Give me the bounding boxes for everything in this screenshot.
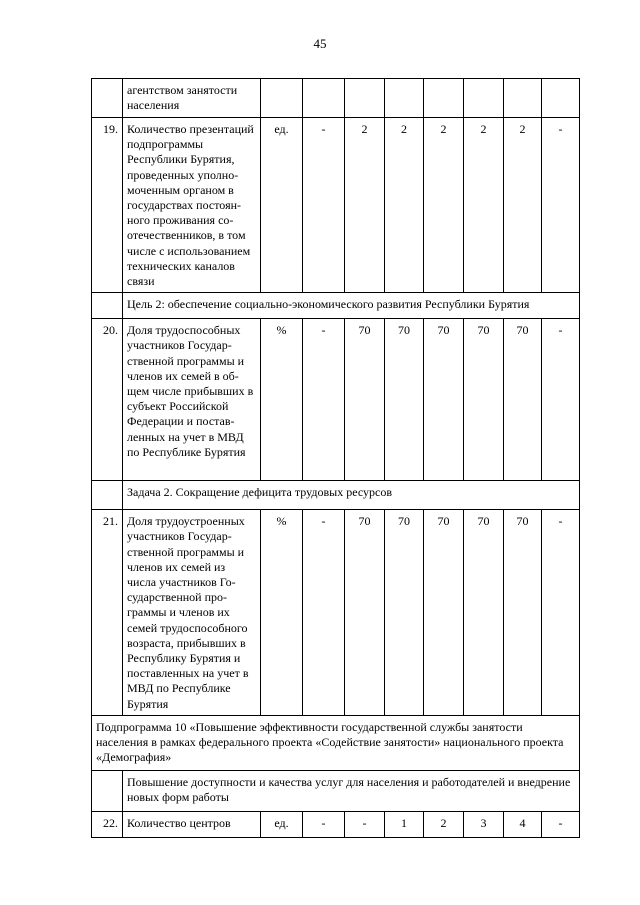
value-cell: 70 [464, 319, 504, 481]
value-cell: - [303, 319, 345, 481]
row-number: 22. [92, 811, 123, 837]
subprogram-heading: Подпрограмма 10 «Повышение эффективности государственной службы занятости населения в рамках федерального проекта «Содействие занятости» национального проекта «Демография» [92, 715, 580, 770]
table-row [92, 79, 580, 118]
value-cell: - [345, 811, 385, 837]
table-row [92, 293, 580, 319]
value-cell: 2 [424, 118, 464, 293]
value-cell: - [303, 811, 345, 837]
value-cell [303, 79, 345, 118]
section-heading: Повышение доступности и качества услуг для населения и работодателей и внедрение новых форм работы [123, 770, 580, 811]
row-number-cell [92, 79, 123, 118]
table-row [92, 118, 580, 293]
unit-cell: ед. [261, 811, 303, 837]
row-number-cell [92, 770, 123, 811]
value-cell: 2 [385, 118, 424, 293]
value-cell [345, 79, 385, 118]
value-cell: - [303, 510, 345, 716]
value-cell: 70 [345, 510, 385, 716]
goal-heading: Цель 2: обеспечение социально-экономического развития Республики Бурятия [123, 293, 580, 319]
table-row [92, 715, 580, 770]
row-number-cell [92, 293, 123, 319]
value-cell: 70 [385, 319, 424, 481]
value-cell [424, 79, 464, 118]
value-cell: 70 [424, 510, 464, 716]
value-cell: 2 [424, 811, 464, 837]
unit-cell: % [261, 319, 303, 481]
value-cell: 70 [345, 319, 385, 481]
indicator-description: Доля трудоспособных участников Государственной программы и членов их семей в общем числе прибывших в субъект Российской Федерации и поставленных на учет в МВД по Республике Бурятия [123, 319, 261, 481]
value-cell: 70 [464, 510, 504, 716]
value-cell: 1 [385, 811, 424, 837]
value-cell: 70 [504, 319, 542, 481]
value-cell: - [542, 319, 580, 481]
indicator-description: Доля трудоустроенных участников Государственной программы и членов их семей из числа участников Государственной программы и членов их семей трудоспособного возраста, прибывших в Республику Бурятия и поставленных на учет в МВД по Республике Бурятия [123, 510, 261, 716]
value-cell: - [542, 118, 580, 293]
value-cell [504, 79, 542, 118]
value-cell: - [542, 510, 580, 716]
row-number: 20. [92, 319, 123, 481]
table-row [92, 510, 580, 716]
task-heading: Задача 2. Сокращение дефицита трудовых ресурсов [123, 481, 580, 510]
unit-cell: ед. [261, 118, 303, 293]
indicator-description: Количество центров [123, 811, 261, 837]
indicator-description: агентством занятости населения [123, 79, 261, 118]
value-cell: 70 [385, 510, 424, 716]
value-cell: 2 [345, 118, 385, 293]
value-cell: 70 [504, 510, 542, 716]
value-cell: 2 [464, 118, 504, 293]
row-number: 19. [92, 118, 123, 293]
table-row [92, 770, 580, 811]
table-row [92, 481, 580, 510]
value-cell: 4 [504, 811, 542, 837]
value-cell: 3 [464, 811, 504, 837]
indicator-description: Количество презентаций подпрограммы Республики Бурятия, проведенных уполномоченным органом в государствах постоянного проживания соотечественников, в том числе с использованием технических каналов связи [123, 118, 261, 293]
indicators-table [91, 78, 580, 838]
value-cell: 70 [424, 319, 464, 481]
value-cell: - [542, 811, 580, 837]
value-cell: - [303, 118, 345, 293]
value-cell [464, 79, 504, 118]
table-row [92, 811, 580, 837]
unit-cell: % [261, 510, 303, 716]
value-cell [542, 79, 580, 118]
unit-cell [261, 79, 303, 118]
row-number-cell [92, 481, 123, 510]
row-number: 21. [92, 510, 123, 716]
value-cell: 2 [504, 118, 542, 293]
table-row [92, 319, 580, 481]
value-cell [385, 79, 424, 118]
page-number: 45 [313, 36, 327, 51]
